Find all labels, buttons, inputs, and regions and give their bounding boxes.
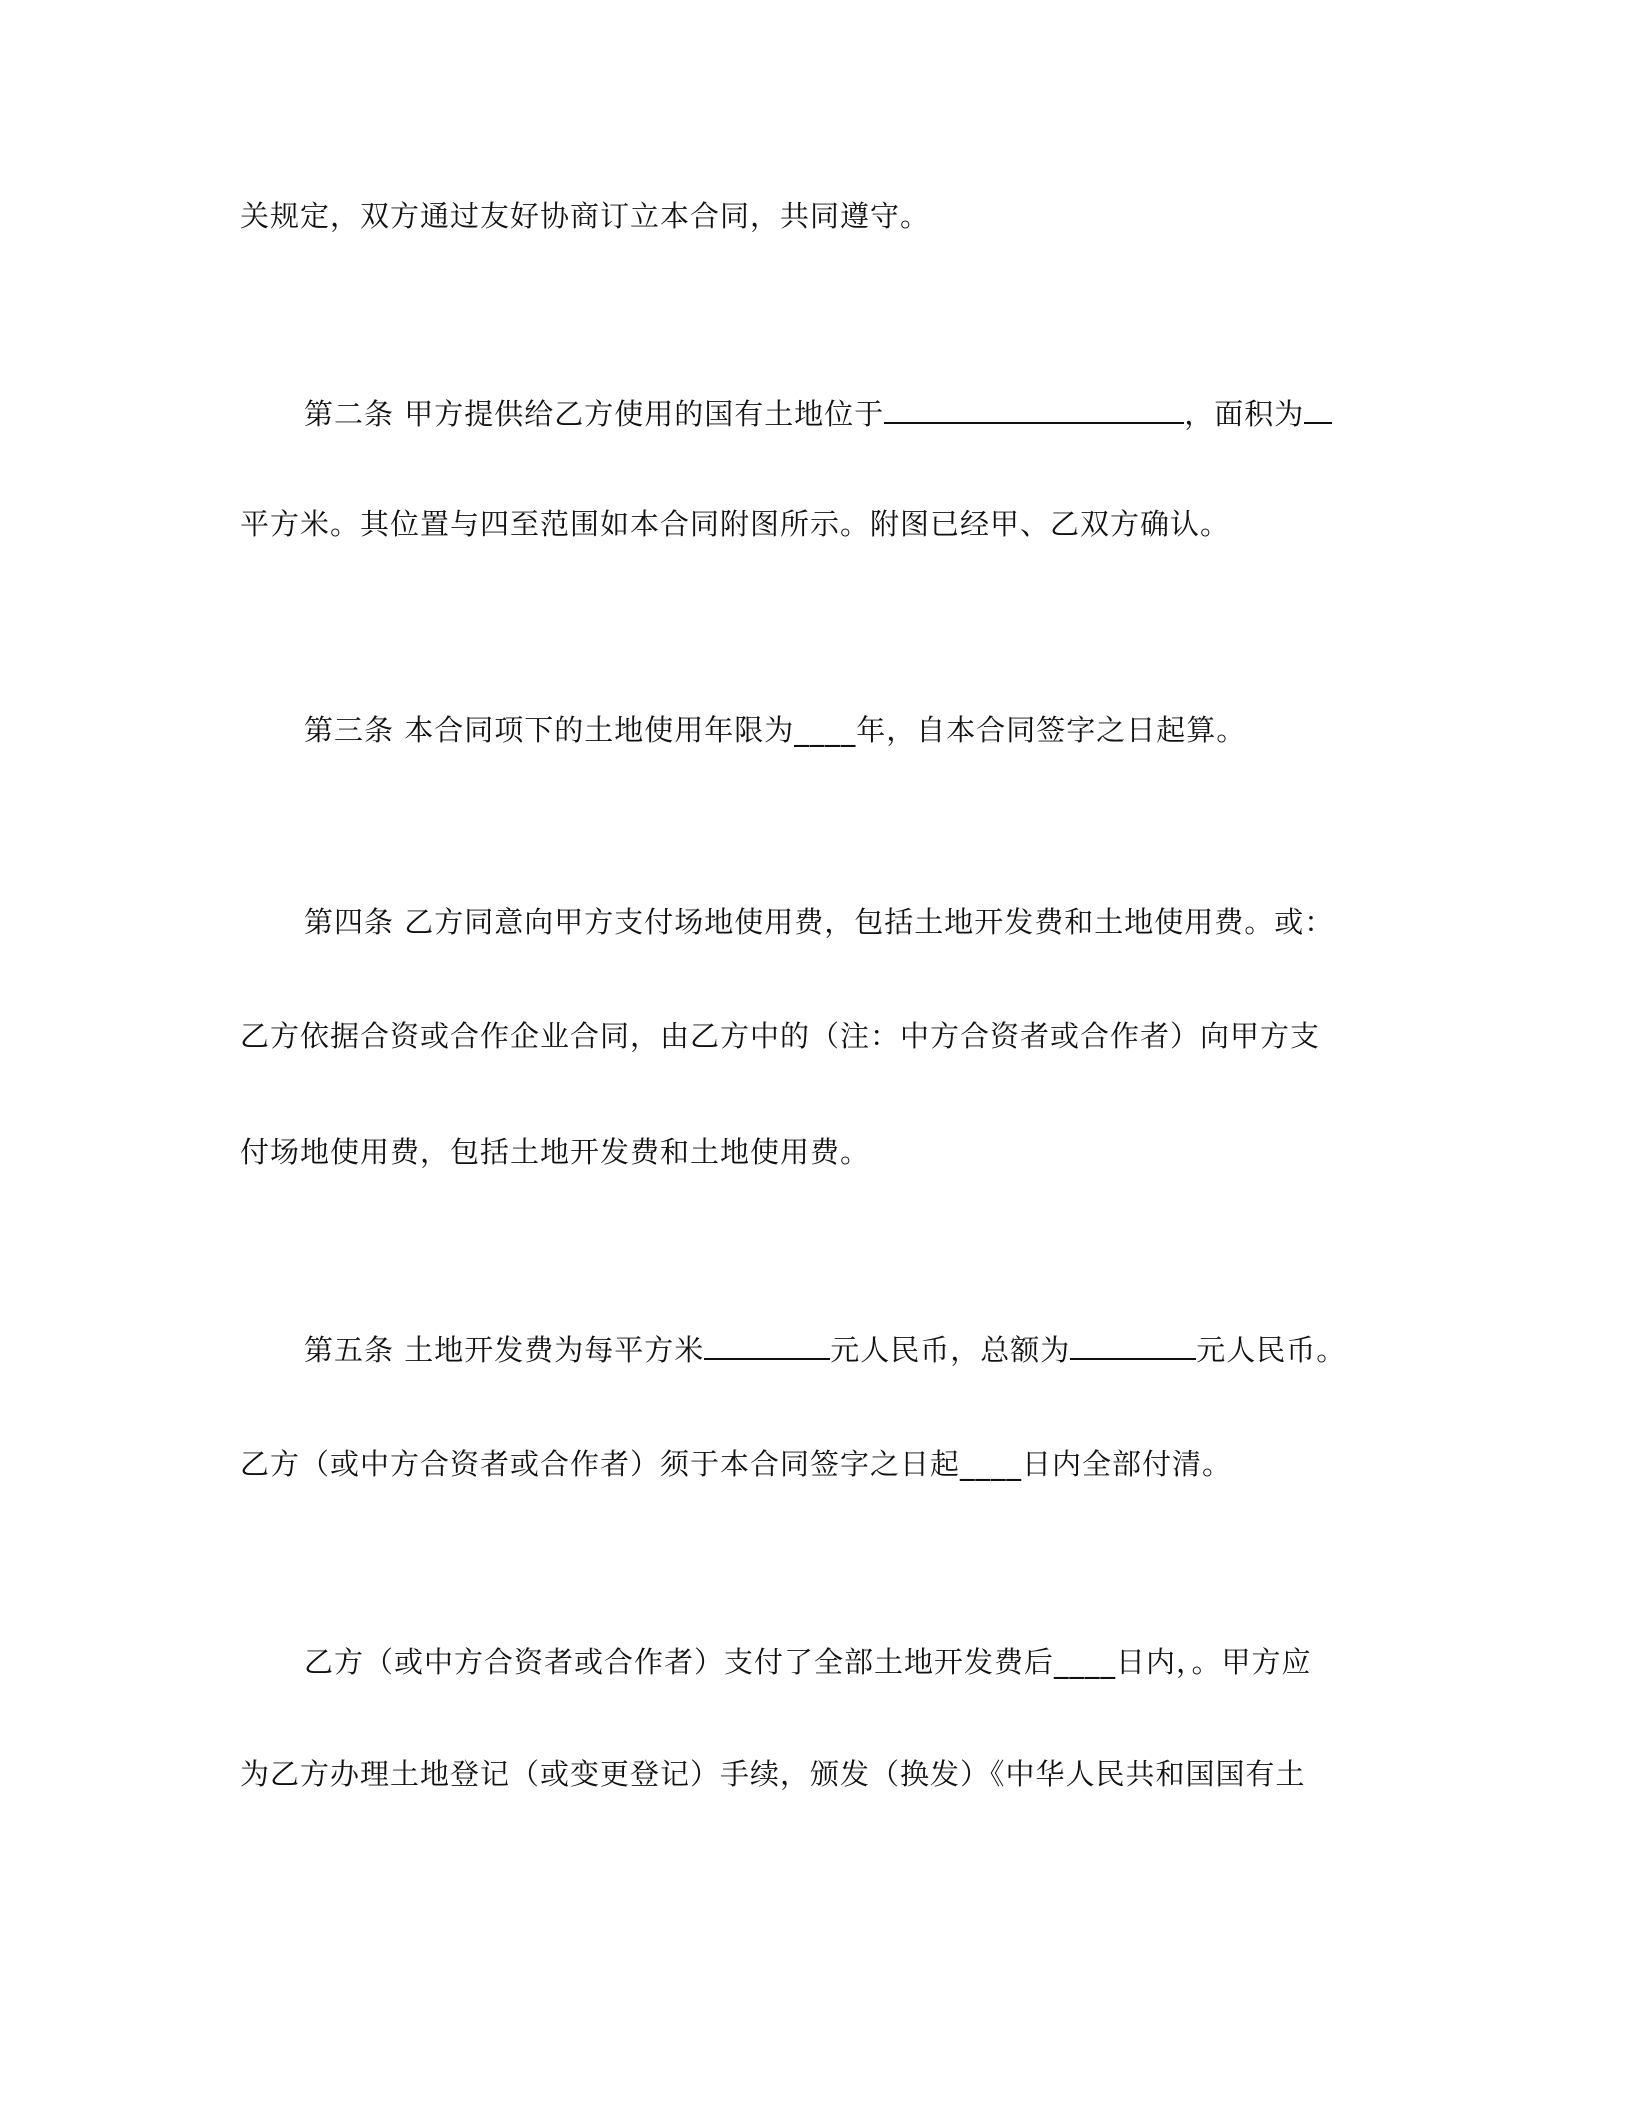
line-text: 第二条 甲方提供给乙方使用的国有土地位于 [304,397,885,431]
line-text: 第三条 本合同项下的土地使用年限为____年，自本合同签字之日起算。 [304,713,1247,747]
line-text: 第四条 乙方同意向甲方支付场地使用费，包括土地开发费和土地使用费。或： [304,905,1335,939]
article-2-line-1 [304,392,1332,434]
line-text: ，面积为 [1184,397,1305,431]
location-blank[interactable] [884,392,1184,424]
line-text: 元人民币。 [1196,1333,1347,1367]
article-4-line-2 [240,1016,1320,1056]
line-text: 乙方（或中方合资者或合作者）支付了全部土地开发费后____日内，。甲方应 [304,1645,1312,1679]
line-text: 乙方依据合资或合作企业合同，由乙方中的（注：中方合资者或合作者）向甲方支 [240,1019,1321,1053]
line-text: 平方米。其位置与四至范围如本合同附图所示。附图已经甲、乙双方确认。 [240,507,1231,541]
area-blank[interactable] [1304,392,1332,424]
total-amount-blank[interactable] [1070,1328,1196,1360]
paragraph-registration-line-1 [304,1642,1312,1682]
line-text: 付场地使用费，包括土地开发费和土地使用费。 [240,1135,871,1169]
line-text: 乙方（或中方合资者或合作者）须于本合同签字之日起____日内全部付清。 [240,1447,1233,1481]
unit-price-blank[interactable] [704,1328,830,1360]
article-4-line-3 [240,1132,870,1172]
paragraph-registration-line-2 [240,1754,1306,1794]
article-5-line-2 [240,1444,1232,1484]
article-3-line-1 [304,710,1246,750]
line-text: 第五条 土地开发费为每平方米 [304,1333,705,1367]
article-5-line-1 [304,1328,1346,1370]
paragraph-line-1 [240,196,930,236]
line-text: 元人民币，总额为 [830,1333,1071,1367]
article-4-line-1 [304,902,1334,942]
article-2-line-2 [240,504,1230,544]
line-text: 为乙方办理土地登记（或变更登记）手续，颁发（换发）《中华人民共和国国有土 [240,1757,1306,1791]
line-text: 关规定，双方通过友好协商订立本合同，共同遵守。 [240,199,931,233]
